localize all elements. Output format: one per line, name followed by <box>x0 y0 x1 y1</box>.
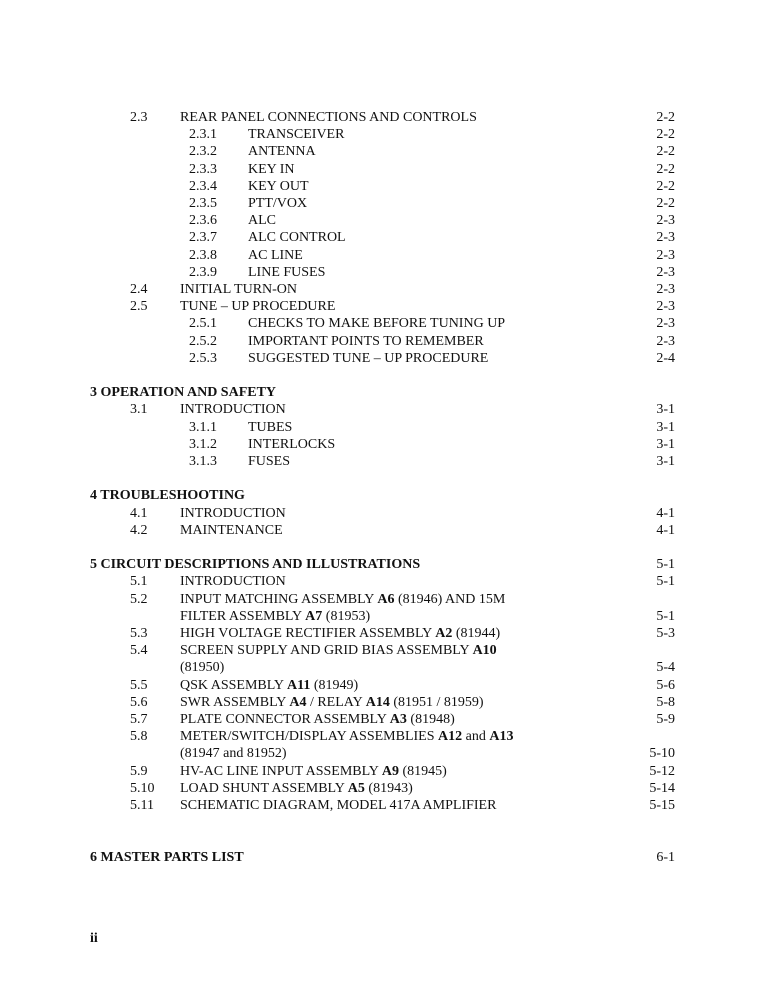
toc-entry-page: 3-1 <box>656 436 675 452</box>
toc-entry-title: SCREEN SUPPLY AND GRID BIAS ASSEMBLY A10 <box>180 643 497 659</box>
toc-entry <box>0 281 765 298</box>
toc-entry <box>0 247 765 264</box>
toc-entry-page: 2-2 <box>656 196 675 211</box>
toc-entry-number: 3.1.2 <box>189 436 217 452</box>
toc-entry-number: 5.11 <box>130 798 154 813</box>
toc-entry-page: 3-1 <box>656 402 675 418</box>
toc-entry-page: 5-12 <box>649 763 675 779</box>
toc-entry-page: 2-3 <box>656 299 675 315</box>
toc-entry <box>0 109 765 126</box>
toc-entry-page: 2-2 <box>656 127 675 143</box>
toc-entry <box>0 711 765 728</box>
toc-entry <box>0 178 765 195</box>
toc-entry-number: 2.3.3 <box>189 161 217 177</box>
toc-entry-title: TUNE – UP PROCEDURE <box>180 299 336 315</box>
toc-entry-number: 5.1 <box>130 574 148 590</box>
toc-entry-title: KEY OUT <box>248 178 309 194</box>
toc-entry-page: 5-3 <box>656 626 675 641</box>
toc-entry-number: 2.3.5 <box>189 196 217 211</box>
toc-entry <box>0 350 765 367</box>
toc-entry-page: 5-1 <box>656 608 675 624</box>
toc-entry-number: 5.7 <box>130 712 148 727</box>
toc-entry-title: ANTENNA <box>248 144 316 160</box>
toc-entry-page: 5-8 <box>656 694 675 710</box>
toc-entry-number: 2.3.6 <box>189 213 217 229</box>
toc-entry-title: PLATE CONNECTOR ASSEMBLY A3 (81948) <box>180 712 455 727</box>
toc-entry-page: 3-1 <box>656 419 675 435</box>
toc-entry-number: 5.10 <box>130 780 155 796</box>
toc-chapter-entry <box>0 556 765 573</box>
toc-entry <box>0 591 765 608</box>
toc-entry-title: INTRODUCTION <box>180 574 286 590</box>
toc-entry-number: 3.1.3 <box>189 454 217 469</box>
toc-entry-title: FUSES <box>248 454 291 469</box>
toc-entry <box>0 161 765 178</box>
toc-entry <box>0 694 765 711</box>
toc-entry <box>0 436 765 453</box>
toc-entry-page: 2-4 <box>656 350 675 366</box>
toc-entry-number: 5.6 <box>130 694 148 710</box>
toc-entry-page: 2-3 <box>656 230 675 246</box>
toc-entry-title: FILTER ASSEMBLY A7 (81953) <box>180 608 371 624</box>
toc-entry-number: 2.5 <box>130 299 148 315</box>
toc-entry-page: 5-10 <box>649 746 675 762</box>
toc-entry-title: INTRODUCTION <box>180 505 286 521</box>
toc-entry-title: CHECKS TO MAKE BEFORE TUNING UP <box>248 316 506 332</box>
toc-entry-title: MAINTENANCE <box>180 522 283 538</box>
toc-entry-title: ALC CONTROL <box>248 230 346 246</box>
toc-entry <box>0 419 765 436</box>
toc-entry <box>0 453 765 470</box>
toc-entry-number: 5.5 <box>130 677 148 693</box>
toc-entry-title: (81950) <box>180 660 225 676</box>
toc-entry-title: PTT/VOX <box>248 196 308 211</box>
toc-entry-number: 2.4 <box>130 282 148 297</box>
toc-entry-title: SCHEMATIC DIAGRAM, MODEL 417A AMPLIFIER <box>180 798 497 813</box>
toc-entry-number: 2.5.3 <box>189 350 217 366</box>
toc-entry-number: 2.3.1 <box>189 127 217 143</box>
toc-entry <box>0 264 765 281</box>
toc-entry <box>0 780 765 797</box>
toc-entry-number: 4.1 <box>130 505 148 521</box>
toc-entry <box>0 659 765 676</box>
toc-entry-title: HIGH VOLTAGE RECTIFIER ASSEMBLY A2 (81944) <box>180 626 501 641</box>
toc-entry-page: 5-14 <box>649 780 675 796</box>
toc-entry-title: 6 MASTER PARTS LIST <box>90 849 244 865</box>
toc-entry-title: METER/SWITCH/DISPLAY ASSEMBLIES A12 and A13 <box>180 729 514 745</box>
toc-entry-page: 5-9 <box>656 712 675 727</box>
toc-entry <box>0 229 765 246</box>
toc-entry-title: 4 TROUBLESHOOTING <box>90 488 245 504</box>
toc-entry <box>0 642 765 659</box>
toc-entry-number: 5.8 <box>130 729 148 745</box>
toc-entry-title: TUBES <box>248 419 293 435</box>
toc-entry-page: 4-1 <box>656 522 675 538</box>
toc-entry-title: ALC <box>248 213 276 229</box>
toc-entry <box>0 401 765 418</box>
toc-entry <box>0 212 765 229</box>
toc-entry-page: 5-6 <box>656 677 675 693</box>
toc-entry <box>0 505 765 522</box>
toc-entry-number: 5.9 <box>130 763 148 779</box>
toc-entry-page: 2-2 <box>656 178 675 194</box>
toc-entry-page: 5-4 <box>656 660 675 676</box>
toc-entry <box>0 797 765 814</box>
toc-entry-page: 5-1 <box>656 574 675 590</box>
toc-entry-title: REAR PANEL CONNECTIONS AND CONTROLS <box>180 110 477 125</box>
toc-entry <box>0 315 765 332</box>
toc-entry-number: 5.3 <box>130 626 148 641</box>
toc-entry-title: LOAD SHUNT ASSEMBLY A5 (81943) <box>180 780 413 796</box>
toc-entry-title: KEY IN <box>248 161 295 177</box>
toc-entry-title: INPUT MATCHING ASSEMBLY A6 (81946) AND 15M <box>180 591 506 607</box>
toc-entry-page: 2-2 <box>656 110 675 125</box>
toc-entry-title: INITIAL TURN-ON <box>180 282 298 297</box>
toc-entry-title: QSK ASSEMBLY A11 (81949) <box>180 677 359 693</box>
toc-entry-number: 2.5.2 <box>189 333 217 349</box>
toc-entry-number: 5.4 <box>130 643 148 659</box>
toc-entry-title: 3 OPERATION AND SAFETY <box>90 385 277 401</box>
toc-entry-page: 2-2 <box>656 161 675 177</box>
toc-entry-page: 2-3 <box>656 282 675 297</box>
toc-entry <box>0 677 765 694</box>
toc-entry-number: 5.2 <box>130 591 148 607</box>
toc-entry <box>0 195 765 212</box>
toc-entry-page: 5-1 <box>656 557 675 573</box>
page-number-footer: ii <box>90 931 98 946</box>
toc-entry <box>0 625 765 642</box>
toc-entry-page: 3-1 <box>656 454 675 469</box>
toc-entry-page: 2-3 <box>656 213 675 229</box>
toc-entry-number: 2.3.7 <box>189 230 217 246</box>
toc-entry-page: 4-1 <box>656 505 675 521</box>
toc-entry-number: 2.3.2 <box>189 144 217 160</box>
toc-entry-number: 2.3.8 <box>189 247 217 263</box>
toc-entry-number: 2.3.4 <box>189 178 217 194</box>
toc-entry-number: 3.1.1 <box>189 419 217 435</box>
toc-entry-title: TRANSCEIVER <box>248 127 345 143</box>
toc-entry-number: 2.3.9 <box>189 264 217 280</box>
toc-entry-title: HV-AC LINE INPUT ASSEMBLY A9 (81945) <box>180 763 447 779</box>
toc-entry-page: 2-3 <box>656 316 675 332</box>
toc-entry <box>0 745 765 762</box>
toc-entry <box>0 522 765 539</box>
toc-entry-title: 5 CIRCUIT DESCRIPTIONS AND ILLUSTRATIONS <box>90 557 421 573</box>
toc-entry <box>0 608 765 625</box>
toc-entry-number: 2.3 <box>130 110 148 125</box>
toc-entry-title: LINE FUSES <box>248 264 326 280</box>
toc-entry-page: 6-1 <box>656 849 675 865</box>
toc-entry-number: 2.5.1 <box>189 316 217 332</box>
toc-entry-title: IMPORTANT POINTS TO REMEMBER <box>248 333 484 349</box>
toc-entry-page: 2-3 <box>656 247 675 263</box>
toc-entry-page: 2-3 <box>656 264 675 280</box>
toc-chapter-entry <box>0 849 765 866</box>
toc-entry <box>0 143 765 160</box>
toc-entry-page: 2-2 <box>656 144 675 160</box>
toc-entry-title: SUGGESTED TUNE – UP PROCEDURE <box>248 350 489 366</box>
toc-entry <box>0 298 765 315</box>
toc-entry-title: AC LINE <box>248 247 303 263</box>
toc-chapter-entry <box>0 487 765 504</box>
toc-entry-page: 5-15 <box>649 798 675 813</box>
toc-entry-number: 3.1 <box>130 402 148 418</box>
toc-entry-title: SWR ASSEMBLY A4 / RELAY A14 (81951 / 81959) <box>180 694 484 710</box>
toc-entry <box>0 126 765 143</box>
toc-entry <box>0 333 765 350</box>
toc-entry-title: (81947 and 81952) <box>180 746 287 762</box>
toc-entry-title: INTERLOCKS <box>248 436 336 452</box>
toc-entry-page: 2-3 <box>656 333 675 349</box>
toc-entry <box>0 728 765 745</box>
toc-entry <box>0 573 765 590</box>
toc-chapter-entry <box>0 384 765 401</box>
toc-entry-number: 4.2 <box>130 522 148 538</box>
toc-entry <box>0 763 765 780</box>
toc-entry-title: INTRODUCTION <box>180 402 286 418</box>
